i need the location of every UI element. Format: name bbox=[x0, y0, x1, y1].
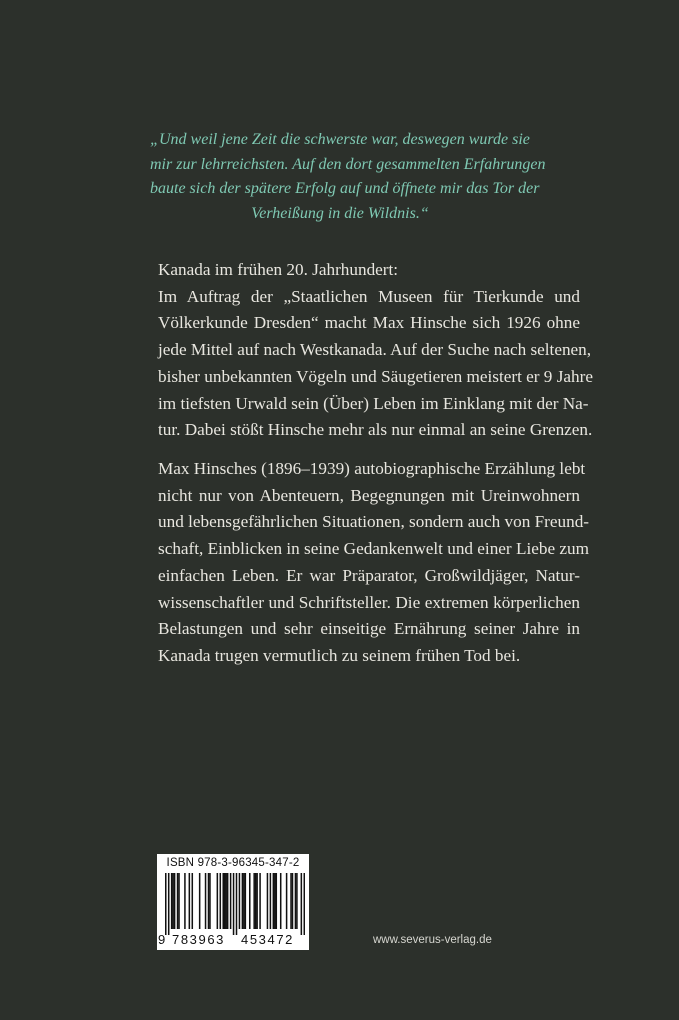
barcode-bar bbox=[259, 873, 261, 929]
barcode-bar bbox=[295, 873, 297, 929]
barcode-bars bbox=[165, 873, 305, 935]
barcode-bar bbox=[267, 873, 269, 929]
barcode-bar bbox=[225, 873, 227, 929]
barcode-bar bbox=[184, 873, 186, 929]
isbn-label: ISBN 978-3-96345-347-2 bbox=[166, 857, 300, 869]
barcode-bar bbox=[286, 873, 288, 929]
text-line: Max Hinsches (1896–1939) autobiographische Erzählung lebt bbox=[158, 459, 586, 478]
barcode-bar bbox=[189, 873, 191, 929]
text-line: im tiefsten Urwald sein (Über) Leben im Einklang mit der Na- bbox=[158, 393, 589, 413]
text-line: nicht nur von Abenteuern, Begegnungen mit Ureinwohnern bbox=[158, 485, 580, 505]
barcode-bar bbox=[233, 873, 235, 935]
quote-line: „Und weil jene Zeit die schwerste war, deswegen wurde sie bbox=[150, 131, 530, 148]
barcode-bar bbox=[292, 873, 294, 929]
barcode-bar bbox=[245, 873, 247, 929]
barcode-bar bbox=[249, 873, 251, 929]
barcode-bar bbox=[205, 873, 207, 929]
barcode-bar bbox=[171, 873, 173, 929]
epigraph-quote bbox=[150, 128, 546, 226]
barcode-bar bbox=[239, 873, 241, 929]
text-line: tur. Dabei stößt Hinsche mehr als nur einmal an seine Grenzen. bbox=[158, 420, 593, 440]
barcode-bar bbox=[172, 873, 174, 929]
barcode-bar bbox=[270, 873, 272, 929]
barcode-bar bbox=[253, 873, 255, 929]
barcode-bar bbox=[236, 873, 238, 935]
text-line: Völkerkunde Dresden“ macht Max Hinsche sich 1926 ohne bbox=[158, 313, 580, 333]
isbn-barcode bbox=[157, 854, 309, 950]
text-line: Kanada trugen vermutlich zu seinem frühen Tod bei. bbox=[158, 645, 521, 665]
text-line: und lebensgefährlichen Situationen, sondern auch von Freund- bbox=[158, 512, 590, 532]
quote-line: Verheißung in die Wildnis.“ bbox=[251, 204, 429, 222]
barcode-bar bbox=[220, 873, 222, 929]
barcode-bar bbox=[255, 873, 257, 929]
barcode-bar bbox=[174, 873, 176, 929]
barcode-bar bbox=[301, 873, 303, 935]
quote-line: baute sich der spätere Erfolg auf und öffnete mir das Tor der bbox=[150, 180, 540, 197]
text-line: Im Auftrag der „Staatlichen Museen für Tierkunde und bbox=[158, 286, 580, 306]
barcode-bar bbox=[280, 873, 282, 929]
text-line: jede Mittel auf nach Westkanada. Auf der Suche nach seltenen, bbox=[158, 340, 592, 360]
barcode-bar bbox=[209, 873, 211, 929]
publisher-website: www.severus-verlag.de bbox=[373, 934, 492, 946]
barcode-bar bbox=[227, 873, 229, 929]
text-line: bisher unbekannten Vögeln und Säugetieren meistert er 9 Jahre bbox=[158, 366, 593, 386]
barcode-digits-right: 453472 bbox=[241, 932, 294, 947]
barcode-bar bbox=[276, 873, 278, 929]
barcode-bar bbox=[256, 873, 258, 929]
text-line: wissenschaftler und Schriftsteller. Die extremen körperlichen bbox=[158, 592, 580, 612]
barcode-bar bbox=[178, 873, 180, 929]
barcode-bar bbox=[222, 873, 224, 929]
barcode-bar bbox=[230, 873, 232, 929]
barcode-bar bbox=[208, 873, 210, 929]
barcode-bar bbox=[177, 873, 179, 929]
barcode-digits-left: 783963 bbox=[172, 932, 225, 947]
barcode-bar bbox=[290, 873, 292, 929]
barcode-bar bbox=[274, 873, 276, 929]
text-line: schaft, Einblicken in seine Gedankenwelt und einer Liebe zum bbox=[158, 539, 589, 559]
barcode-bar bbox=[242, 873, 244, 929]
barcode-bar bbox=[199, 873, 201, 929]
barcode-bar bbox=[296, 873, 298, 929]
barcode-bar bbox=[168, 873, 170, 935]
quote-line: mir zur lehrreichsten. Auf den dort gesammelten Erfahrungen bbox=[150, 155, 546, 173]
blurb-paragraph-1 bbox=[158, 257, 593, 444]
blurb-paragraph-2 bbox=[158, 456, 590, 670]
barcode-bar bbox=[192, 873, 194, 929]
barcode-bar bbox=[273, 873, 275, 929]
barcode-bar bbox=[224, 873, 226, 929]
text-line: einfachen Leben. Er war Präparator, Großwildjäger, Natur- bbox=[158, 565, 580, 585]
barcode-bar bbox=[304, 873, 305, 935]
barcode-digit-first: 9 bbox=[158, 932, 166, 947]
barcode-bar bbox=[217, 873, 219, 929]
barcode-bar bbox=[165, 873, 167, 935]
text-line: Belastungen und sehr einseitige Ernährung seiner Jahre in bbox=[158, 619, 580, 639]
text-line: Kanada im frühen 20. Jahrhundert: bbox=[158, 260, 399, 279]
barcode-bar bbox=[243, 873, 245, 929]
